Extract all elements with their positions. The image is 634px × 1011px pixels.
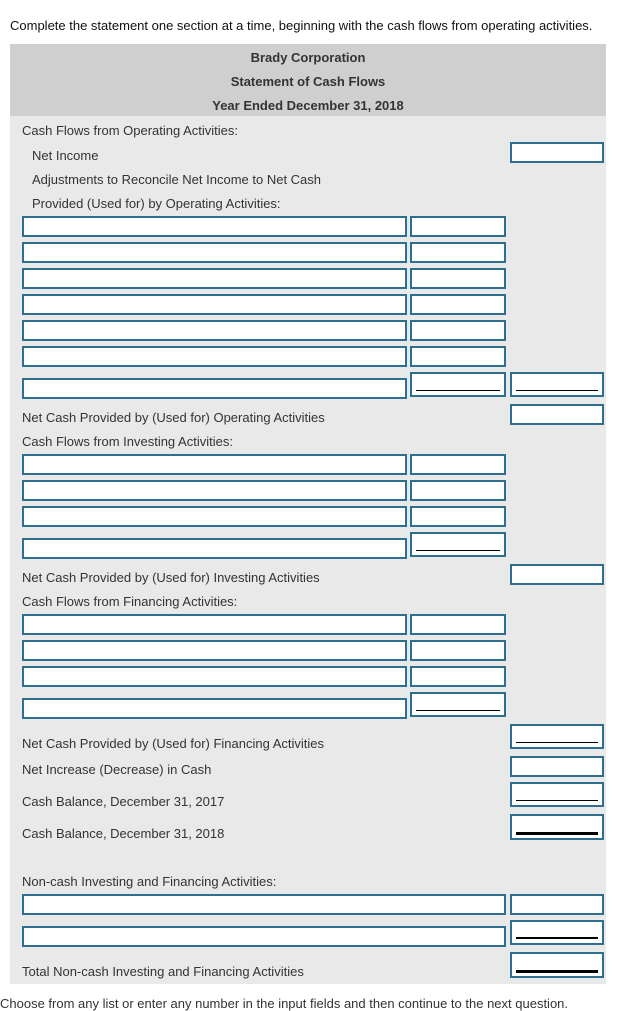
noncash-amount-input-1[interactable] (510, 894, 604, 915)
financing-amount-input-1[interactable] (410, 614, 506, 635)
financing-account-select-2[interactable] (22, 640, 407, 661)
operating-amount-input-6[interactable] (410, 346, 506, 367)
adjustments-label-line1: Adjustments to Reconcile Net Income to Net Cash (32, 172, 322, 187)
noncash-amount-input-2[interactable] (510, 920, 604, 945)
financing-amount-input-2[interactable] (410, 640, 506, 661)
cash-begin-amount-input[interactable] (510, 782, 604, 807)
net-increase-amount-input[interactable] (510, 756, 604, 777)
cash-end-amount-input[interactable] (510, 814, 604, 840)
statement-header (10, 44, 606, 116)
operating-heading: Cash Flows from Operating Activities: (22, 123, 239, 138)
instructions-text: Complete the statement one section at a time, beginning with the cash flows from operating activities. (10, 18, 593, 33)
operating-amount-input-1[interactable] (410, 216, 506, 237)
net-investing-amount-input[interactable] (510, 564, 604, 585)
financing-amount-input-3[interactable] (410, 666, 506, 687)
company-name: Brady Corporation (250, 50, 366, 65)
operating-amount-input-7[interactable] (410, 372, 506, 397)
operating-amount-input-2[interactable] (410, 242, 506, 263)
financing-amount-input-4[interactable] (410, 692, 506, 717)
investing-account-select-1[interactable] (22, 454, 407, 475)
cash-begin-label: Cash Balance, December 31, 2017 (22, 794, 225, 809)
operating-account-select-4[interactable] (22, 294, 407, 315)
total-noncash-label: Total Non-cash Investing and Financing Activities (22, 964, 304, 979)
net-financing-amount-input[interactable] (510, 724, 604, 749)
investing-amount-input-2[interactable] (410, 480, 506, 501)
investing-heading: Cash Flows from Investing Activities: (22, 434, 233, 449)
operating-account-select-7[interactable] (22, 378, 407, 399)
operating-account-select-5[interactable] (22, 320, 407, 341)
net-investing-label: Net Cash Provided by (Used for) Investing Activities (22, 570, 320, 585)
statement-period: Year Ended December 31, 2018 (212, 98, 404, 113)
financing-heading: Cash Flows from Financing Activities: (22, 594, 238, 609)
statement-title: Statement of Cash Flows (230, 74, 386, 89)
noncash-account-select-1[interactable] (22, 894, 506, 915)
operating-adjustments-total-input[interactable] (510, 372, 604, 397)
net-income-amount-input[interactable] (510, 142, 604, 163)
investing-account-select-3[interactable] (22, 506, 407, 527)
financing-account-select-3[interactable] (22, 666, 407, 687)
noncash-heading: Non-cash Investing and Financing Activities: (22, 874, 277, 889)
investing-amount-input-3[interactable] (410, 506, 506, 527)
investing-account-select-2[interactable] (22, 480, 407, 501)
operating-amount-input-5[interactable] (410, 320, 506, 341)
noncash-account-select-2[interactable] (22, 926, 506, 947)
net-operating-amount-input[interactable] (510, 404, 604, 425)
net-financing-label: Net Cash Provided by (Used for) Financing Activities (22, 736, 325, 751)
operating-account-select-1[interactable] (22, 216, 407, 237)
net-increase-label: Net Increase (Decrease) in Cash (22, 762, 212, 777)
total-noncash-amount-input[interactable] (510, 952, 604, 978)
net-operating-label: Net Cash Provided by (Used for) Operating Activities (22, 410, 325, 425)
cash-end-label: Cash Balance, December 31, 2018 (22, 826, 225, 841)
adjustments-label-line2: Provided (Used for) by Operating Activities: (32, 196, 281, 211)
investing-amount-input-4[interactable] (410, 532, 506, 557)
investing-amount-input-1[interactable] (410, 454, 506, 475)
investing-account-select-4[interactable] (22, 538, 407, 559)
operating-amount-input-3[interactable] (410, 268, 506, 289)
operating-amount-input-4[interactable] (410, 294, 506, 315)
footer-instructions: Choose from any list or enter any number in the input fields and then continue to the next question. (0, 996, 569, 1011)
operating-account-select-3[interactable] (22, 268, 407, 289)
operating-account-select-2[interactable] (22, 242, 407, 263)
net-income-label: Net Income (32, 148, 99, 163)
financing-account-select-1[interactable] (22, 614, 407, 635)
financing-account-select-4[interactable] (22, 698, 407, 719)
operating-account-select-6[interactable] (22, 346, 407, 367)
